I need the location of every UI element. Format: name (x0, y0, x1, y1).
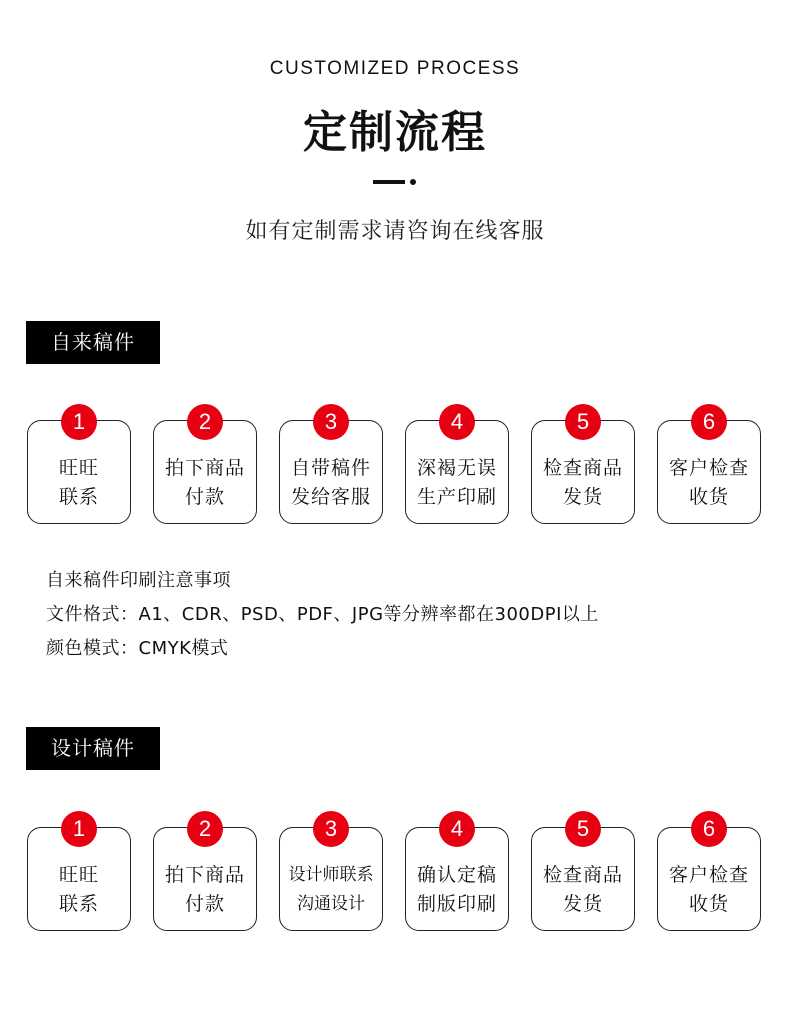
section-tag-design: 设计稿件 (26, 727, 160, 770)
step-label-line1: 拍下商品 (164, 864, 245, 886)
step-card (27, 409, 131, 524)
step-card (153, 816, 257, 931)
step-card (531, 816, 635, 931)
step-label-line2: 发货 (562, 893, 603, 915)
step-number-badge: 5 (565, 404, 601, 440)
color-mode-label: 颜色模式： (46, 638, 139, 659)
step-label (532, 861, 634, 919)
step-card (657, 816, 761, 931)
step-card (405, 816, 509, 931)
file-format-value: A1、CDR、PSD、PDF、JPG等分辨率都在300DPI以上 (138, 604, 599, 625)
step-label-line2: 发货 (562, 486, 603, 508)
step-label (28, 861, 130, 919)
step-label-line2: 沟通设计 (297, 894, 365, 914)
step-label (658, 861, 760, 919)
step-card (279, 816, 383, 931)
step-number-badge: 1 (61, 404, 97, 440)
step-number-badge: 6 (691, 811, 727, 847)
step-label-line1: 拍下商品 (164, 457, 245, 479)
step-label-line1: 确认定稿 (416, 864, 497, 886)
step-label-line2: 付款 (184, 486, 225, 508)
step-label-line2: 联系 (58, 486, 99, 508)
step-label-line1: 客户检查 (668, 864, 749, 886)
color-mode-value: CMYK模式 (138, 638, 229, 659)
step-label (280, 454, 382, 512)
step-label-line1: 检查商品 (542, 457, 623, 479)
steps-row-design (0, 816, 790, 937)
step-number-badge: 4 (439, 811, 475, 847)
step-label (28, 454, 130, 512)
step-number-badge: 1 (61, 811, 97, 847)
step-label (154, 861, 256, 919)
section-tag-self-provided: 自来稿件 (26, 321, 160, 364)
step-number-badge: 5 (565, 811, 601, 847)
step-number-badge: 4 (439, 404, 475, 440)
step-label-line2: 生产印刷 (416, 486, 497, 508)
step-card (27, 816, 131, 931)
step-label-line2: 发给客服 (290, 486, 371, 508)
page-description: 如有定制需求请咨询在线客服 (245, 219, 545, 244)
step-label (658, 454, 760, 512)
print-notes (46, 564, 599, 666)
step-label (532, 454, 634, 512)
step-label (154, 454, 256, 512)
step-card (405, 409, 509, 524)
title-divider-dot (410, 179, 416, 185)
step-label-line2: 付款 (184, 893, 225, 915)
step-label-line2: 收货 (688, 486, 729, 508)
title-divider (373, 180, 405, 184)
step-label-line1: 自带稿件 (290, 457, 371, 479)
step-number-badge: 2 (187, 811, 223, 847)
steps-row-self-provided (0, 409, 790, 530)
file-format-label: 文件格式： (46, 604, 139, 625)
step-number-badge: 3 (313, 811, 349, 847)
step-label-line1: 旺旺 (58, 864, 99, 886)
step-card (279, 409, 383, 524)
step-label-line2: 制版印刷 (416, 893, 497, 915)
color-mode-note (46, 632, 599, 666)
header-subtitle-en: CUSTOMIZED PROCESS (269, 58, 521, 79)
step-label-line1: 检查商品 (542, 864, 623, 886)
step-card (153, 409, 257, 524)
file-format-note (46, 598, 599, 632)
step-label (406, 454, 508, 512)
step-number-badge: 3 (313, 404, 349, 440)
step-label (280, 861, 382, 919)
step-label-line1: 深褐无误 (416, 457, 497, 479)
step-number-badge: 2 (187, 404, 223, 440)
step-label-line1: 客户检查 (668, 457, 749, 479)
step-card (657, 409, 761, 524)
step-number-badge: 6 (691, 404, 727, 440)
step-label-line1: 旺旺 (58, 457, 99, 479)
step-card (531, 409, 635, 524)
step-label-line2: 联系 (58, 893, 99, 915)
step-label (406, 861, 508, 919)
step-label-line2: 收货 (688, 893, 729, 915)
print-notes-title: 自来稿件印刷注意事项 (46, 570, 231, 591)
page-title: 定制流程 (303, 107, 487, 158)
step-label-line1: 设计师联系 (288, 865, 374, 885)
